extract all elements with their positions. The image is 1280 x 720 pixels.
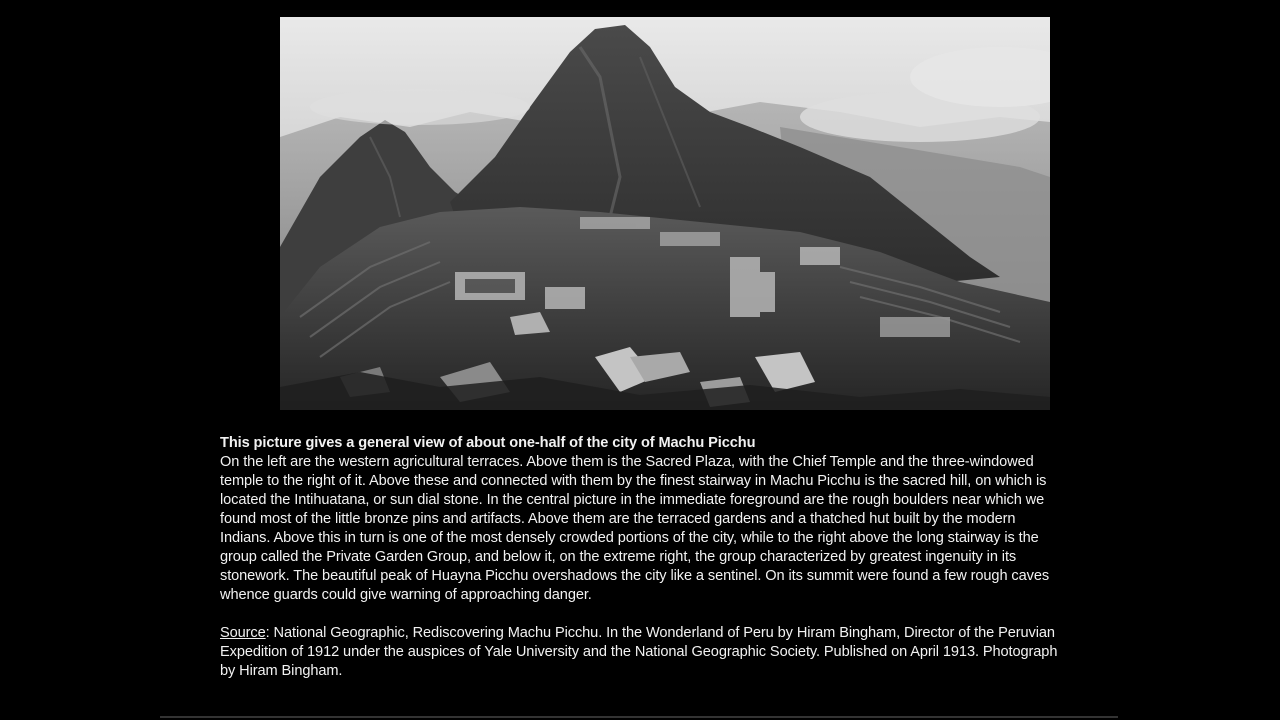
machu-picchu-photograph — [280, 17, 1050, 410]
photo-illustration — [280, 17, 1050, 410]
caption-title: This picture gives a general view of about one-half of the city of Machu Picchu — [220, 435, 756, 451]
caption-description: On the left are the western agricultural terraces. Above them is the Sacred Plaza, with the Chief Temple and the three-windowed temple to the right of it. Above these and connected with them by the finest stairway in Machu Picchu is the sacred hill, on which is located the Intihuatana, or sun dial stone. In the central picture in the immediate foreground are the rough boulders near which we found most of the little bronze pins and artifacts. Above them are the terraced gardens and a thatched hut built by the modern Indians. Above this in turn is one of the most densely crowded portions of the city, while to the right above the long stairway is the group called the Private Garden Group, and below it, on the extreme right, the group characterized by greatest ingenuity in its stonework. The beautiful peak of Huayna Picchu overshadows the city like a sentinel. On its summit were found a few rough caves whence guards could give warning of approaching danger. — [220, 454, 1050, 603]
source-citation — [220, 624, 1060, 681]
source-text: : National Geographic, Rediscovering Machu Picchu. In the Wonderland of Peru by Hiram Bingham, Director of the Peruvian Expedition of 1912 under the auspices of Yale University and the National Geographic Society. Published on April 1913. Photograph by Hiram Bingham. — [220, 625, 1058, 679]
source-label: Source — [220, 625, 266, 641]
photo-caption — [220, 434, 1060, 681]
bottom-divider — [160, 716, 1118, 718]
